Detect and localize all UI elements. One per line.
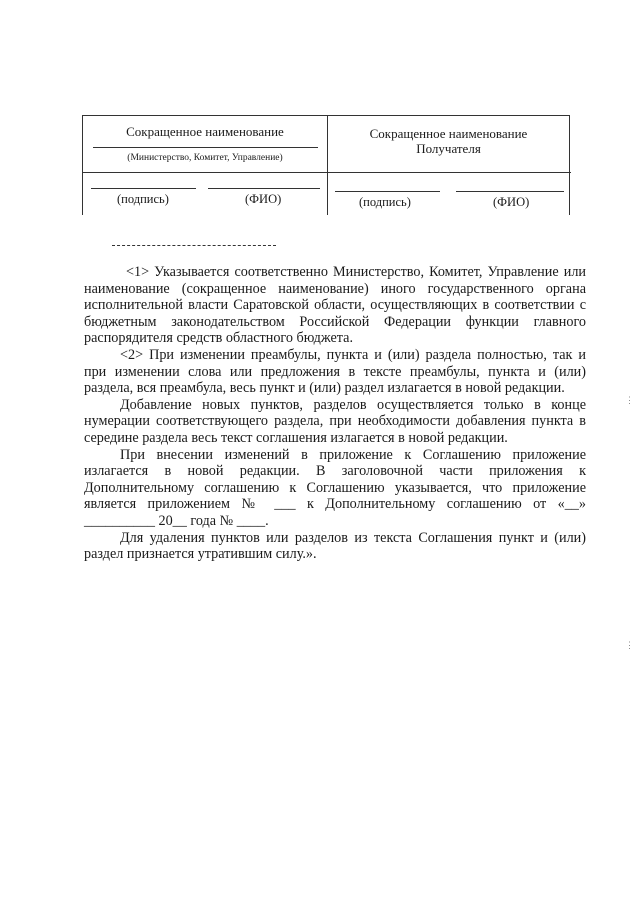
paragraph-appendix: При внесении изменений в приложение к Соглашению приложение излагается в новой редакции. В заголовочной части приложения к Дополнительному соглашению к Соглашению указывается, что приложение является приложением № ___ к Дополнительному соглашению от «__» __________ 20__ года № ____. <box>84 446 586 529</box>
ministry-fio-label: (ФИО) <box>245 192 282 206</box>
paragraph-new-items: Добавление новых пунктов, разделов осуществляется только в конце нумерации соответствующего раздела, при необходимости добавления пункта в середине раздела весь текст соглашения излагается в новой редакции. <box>84 396 586 446</box>
signature-table <box>82 115 570 215</box>
footnote-2: <2> При изменении преамбулы, пункта и (или) раздела полностью, так и при изменении слова или предложения в тексте преамбулы, пункта и (или) раздела, вся преамбула, весь пункт и (или) раздел излагается в новой редакции. <box>84 346 586 397</box>
scan-edge-mark: ⋮ <box>625 640 634 650</box>
ministry-name-line <box>93 147 318 148</box>
footnote-1: <1> Указывается соответственно Министерство, Комитет, Управление или наименование (сокращенное наименование) иного государственного органа исполнительной власти Саратовской области, осуществляющих в соответствии с бюджетным законодательством Российской Федерации функции главного распорядителя средств областного бюджета. <box>84 264 586 347</box>
signature-block-ministry <box>83 116 328 215</box>
ministry-name-label: Сокращенное наименование <box>126 124 284 139</box>
recipient-name-line2: Получателя <box>416 141 481 156</box>
table-divider-right <box>328 172 571 173</box>
scan-edge-mark: ⋮ <box>625 395 634 405</box>
footnote-separator <box>112 245 276 246</box>
recipient-fio-line <box>456 191 564 192</box>
ministry-type-note: (Министерство, Комитет, Управление) <box>127 153 283 163</box>
recipient-signature-label: (подпись) <box>359 195 411 209</box>
signature-block-recipient <box>328 116 569 215</box>
table-divider <box>83 172 327 173</box>
recipient-name-line1: Сокращенное наименование <box>369 126 528 141</box>
recipient-fio-label: (ФИО) <box>493 195 530 209</box>
recipient-signature-line <box>335 191 440 192</box>
footnotes-text <box>84 264 586 563</box>
ministry-signature-line <box>91 188 196 189</box>
recipient-name-label <box>328 126 569 156</box>
ministry-signature-label: (подпись) <box>117 192 169 206</box>
paragraph-removal: Для удаления пунктов или разделов из текста Соглашения пункт и (или) раздел признается утратившим силу.». <box>84 529 586 563</box>
ministry-fio-line <box>208 188 320 189</box>
